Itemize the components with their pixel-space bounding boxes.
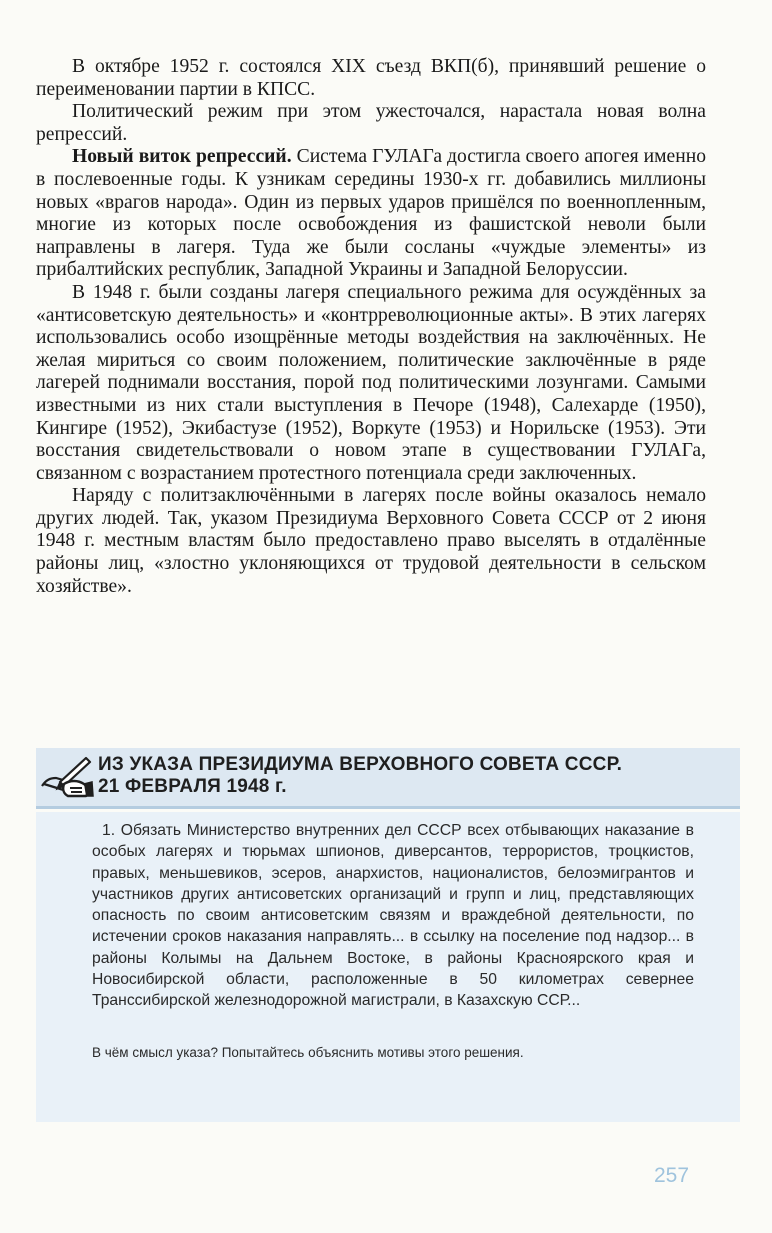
document-title-line: 21 ФЕВРАЛЯ 1948 г. xyxy=(98,776,287,797)
main-text xyxy=(36,56,706,598)
document-header xyxy=(36,748,740,809)
paragraph-text: Система ГУЛАГа достигла своего апогея именно в послевоенные годы. К узникам середины 1930-х гг. добавились миллионы новых «врагов народа». Один из первых ударов пришёлся по военнопленным, многие из которых после освобождения из фашистской неволи были направлены в лагеря. Туда же были сосланы «чуждые элементы» из прибалтийских республик, Западной Украины и Западной Белоруссии. xyxy=(36,146,706,281)
paragraph: В 1948 г. были созданы лагеря специального режима для осуждённых за «антисоветскую деятельность» и «контрреволюционные акты». В этих лагерях использовались особо изощрённые методы воздействия на заключённых. Не желая мириться со своим положением, политические заключённые в ряде лагерей поднимали восстания, порой под политическими лозунгами. Самыми известными из них стали выступления в Печоре (1948), Салехарде (1950), Кингире (1952), Экибастузе (1952), Воркуте (1953) и Норильске (1953). Эти восстания свидетельствовали о новом этапе в существовании ГУЛАГа, связанном с возрастанием протестного потенциала среди заключенных. xyxy=(36,281,706,484)
document-body xyxy=(36,812,740,1122)
paragraph: Политический режим при этом ужесточался, нарастала новая волна репрессий. xyxy=(36,101,706,145)
paragraph xyxy=(36,146,706,282)
writing-hand-icon xyxy=(40,754,94,800)
page-number: 257 xyxy=(654,1164,690,1187)
document-title xyxy=(98,754,738,798)
document-paragraph: 1. Обязать Министерство внутренних дел СССР всех отбывающих наказание в особых лагерях и тюрьмах шпионов, диверсантов, террористов, троцкистов, правых, меньшевиков, эсеров, анархистов, националистов, белоэмигрантов и участников других антисоветских организаций и групп и лиц, представляющих опасность по своим антисоветским связям и враждебной деятельности, по истечении сроков наказания направлять... в ссылку на поселение под надзор... в районы Колымы на Дальнем Востоке, в районы Красноярского края и Новосибирской области, расположенные в 50 километрах севернее Транссибирской железнодорожной магистрали, в Казахскую ССР... xyxy=(92,822,694,1010)
document-title-line: ИЗ УКАЗА ПРЕЗИДИУМА ВЕРХОВНОГО СОВЕТА СССР. xyxy=(98,754,623,775)
section-heading: Новый виток репрессий. xyxy=(72,146,292,168)
paragraph: В октябре 1952 г. состоялся XIX съезд ВКП(б), принявший решение о переименовании партии в КПСС. xyxy=(36,56,706,100)
document-text xyxy=(92,820,694,1012)
paragraph: Наряду с политзаключёнными в лагерях после войны оказалось немало других людей. Так, указом Президиума Верховного Совета СССР от 2 июня 1948 г. местным властям было предоставлено право выселять в отдалённые районы лиц, «злостно уклоняющихся от трудовой деятельности в сельском хозяйстве». xyxy=(36,485,706,597)
document-question: В чём смысл указа? Попытайтесь объяснить мотивы этого решения. xyxy=(92,1045,524,1060)
